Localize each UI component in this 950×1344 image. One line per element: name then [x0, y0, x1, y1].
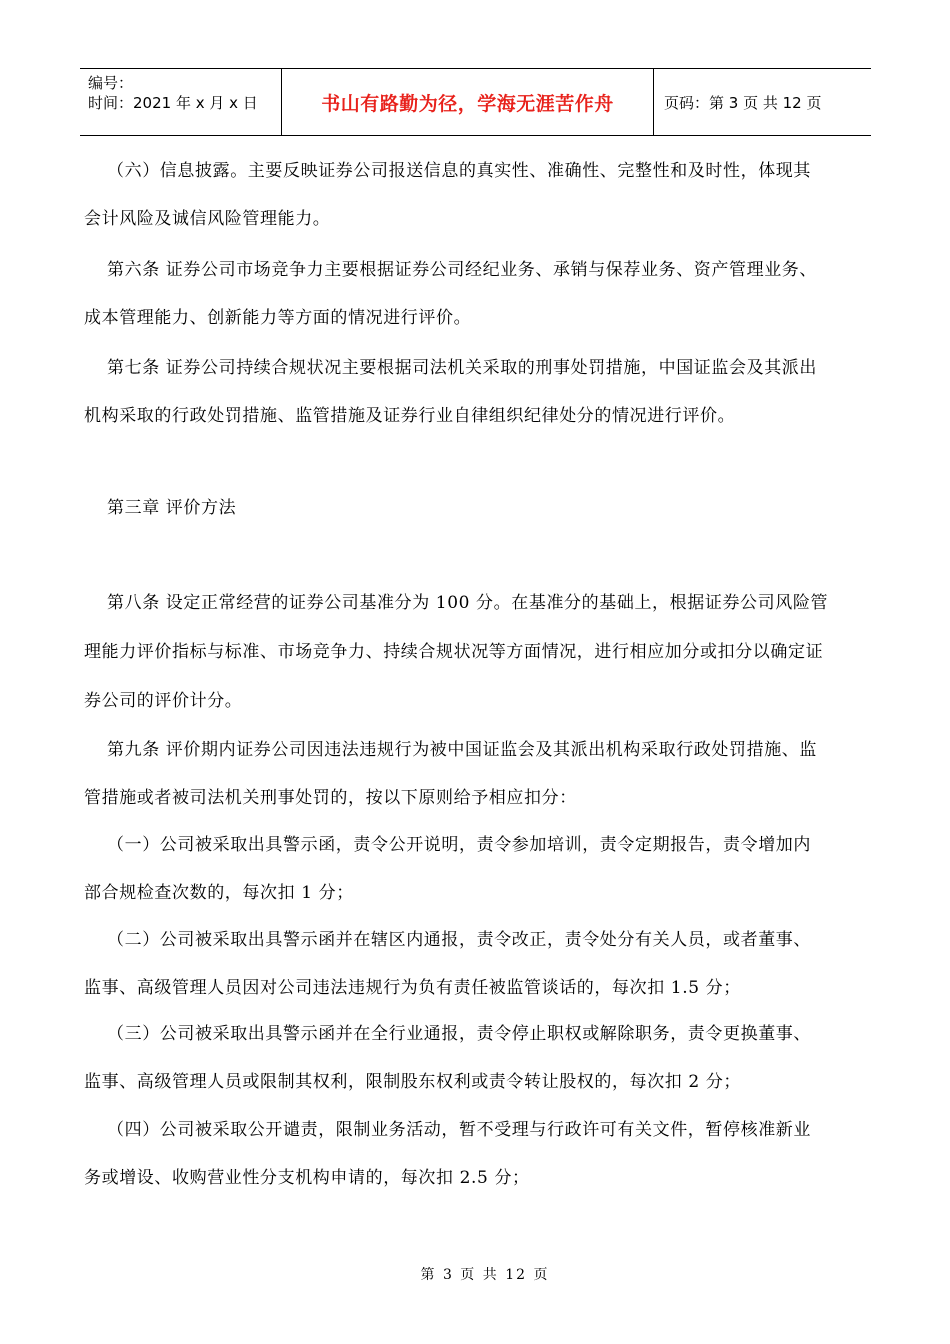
paragraph-line: 管措施或者被司法机关刑事处罚的，按以下原则给予相应扣分： [84, 788, 577, 808]
paragraph-line: 机构采取的行政处罚措施、监管措施及证券行业自律组织纪律处分的情况进行评价。 [84, 406, 736, 426]
paragraph-line: 券公司的评价计分。 [84, 691, 243, 711]
paragraph-line: （三）公司被采取出具警示函并在全行业通报，责令停止职权或解除职务，责令更换董事、 [107, 1024, 811, 1044]
paragraph-line: 监事、高级管理人员或限制其权利，限制股东权利或责令转让股权的，每次扣 2 分； [84, 1072, 742, 1092]
paragraph-line: 第七条 证券公司持续合规状况主要根据司法机关采取的刑事处罚措施，中国证监会及其派出 [107, 358, 818, 378]
paragraph-line: （六）信息披露。主要反映证券公司报送信息的真实性、准确性、完整性和及时性，体现其 [107, 161, 811, 181]
document-number-label: 编号： [88, 74, 134, 92]
paragraph-line: （四）公司被采取公开谴责，限制业务活动，暂不受理与行政许可有关文件，暂停核准新业 [107, 1120, 811, 1140]
paragraph-line: 理能力评价指标与标准、市场竞争力、持续合规状况等方面情况，进行相应加分或扣分以确定证 [84, 642, 824, 662]
header-motto: 书山有路勤为径，学海无涯苦作舟 [282, 69, 654, 135]
paragraph-line: 成本管理能力、创新能力等方面的情况进行评价。 [84, 308, 472, 328]
paragraph-line: 务或增设、收购营业性分支机构申请的，每次扣 2.5 分； [84, 1168, 530, 1188]
header-page-label: 页码：第 3 页 共 12 页 [664, 93, 822, 112]
header-meta [80, 69, 282, 135]
page-footer: 第 3 页 共 12 页 [420, 1267, 550, 1283]
paragraph-line: 第六条 证券公司市场竞争力主要根据证券公司经纪业务、承销与保荐业务、资产管理业务、 [107, 260, 818, 280]
paragraph-line: （二）公司被采取出具警示函并在辖区内通报，责令改正，责令处分有关人员，或者董事、 [107, 930, 811, 950]
paragraph-line: 监事、高级管理人员因对公司违法违规行为负有责任被监管谈话的，每次扣 1.5 分； [84, 978, 741, 998]
document-date-label: 时间：2021 年 x 月 x 日 [88, 94, 258, 112]
page-header [80, 68, 871, 136]
paragraph-line: 部合规检查次数的，每次扣 1 分； [84, 883, 354, 903]
paragraph-line: （一）公司被采取出具警示函，责令公开说明，责令参加培训，责令定期报告，责令增加内 [107, 835, 811, 855]
paragraph-line: 第八条 设定正常经营的证券公司基准分为 100 分。在基准分的基础上，根据证券公司风险管 [107, 593, 829, 613]
paragraph-line: 第九条 评价期内证券公司因违法违规行为被中国证监会及其派出机构采取行政处罚措施、监 [107, 740, 818, 760]
chapter-heading: 第三章 评价方法 [107, 498, 237, 518]
paragraph-line: 会计风险及诚信风险管理能力。 [84, 209, 331, 229]
